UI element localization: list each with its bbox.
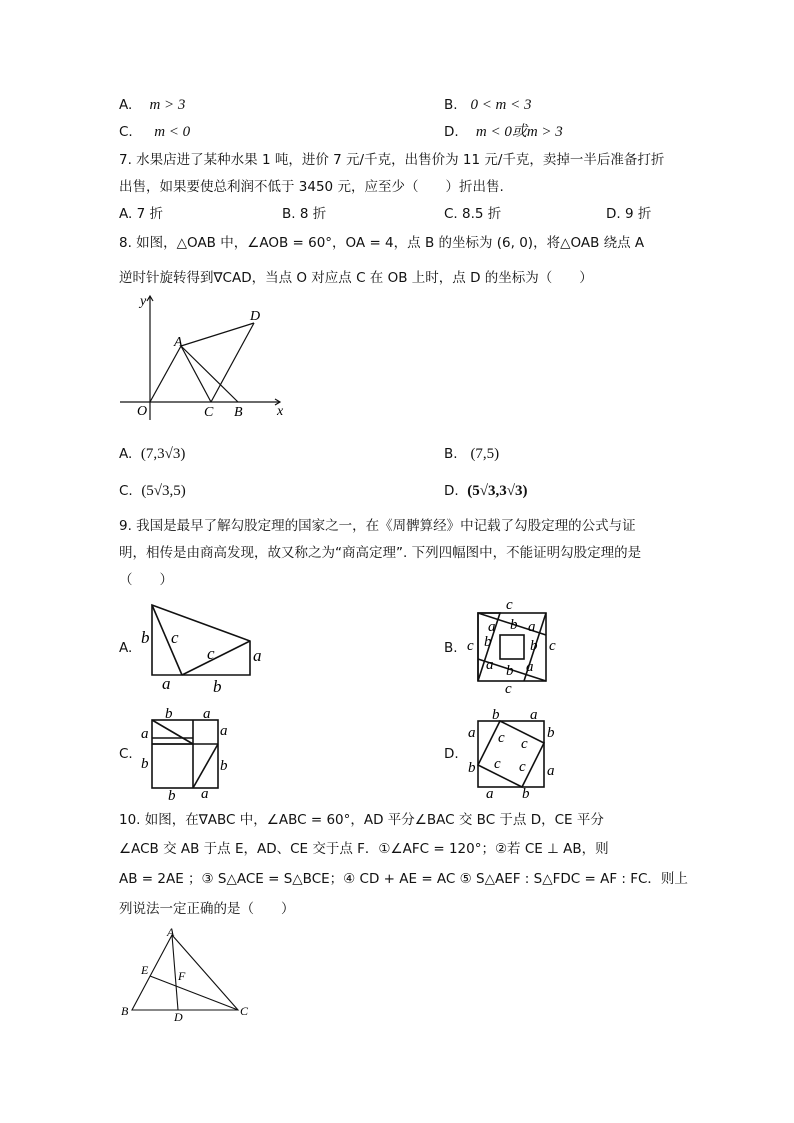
q8-option-a[interactable]: A. (7,3√3) — [119, 446, 186, 462]
q9b-label-c-top: c — [506, 597, 513, 613]
q9d-label-b-left: b — [468, 760, 476, 776]
q9d-label-b-top: b — [492, 707, 500, 723]
q10-stem-line4: 列说法一定正确的是（ ） — [119, 901, 295, 917]
q8-option-b[interactable]: B. (7,5) — [444, 446, 500, 462]
q7-option-b[interactable]: B. 8 折 — [282, 206, 327, 222]
q7-stem-line1: 7. 水果店进了某种水果 1 吨，进价 7 元/千克，出售价为 11 元/千克，卖掉一半后准备打折 — [119, 152, 665, 168]
q9c-label-a-bottom: a — [201, 786, 209, 802]
q9c-label-a-left: a — [141, 726, 149, 742]
q9b-label-c-left: c — [467, 638, 474, 654]
q7-stem-line2: 出售，如果要使总利润不低于 3450 元，应至少（ ）折出售. — [119, 179, 504, 195]
q8-label-a: A — [174, 335, 183, 350]
q8-label-o: O — [137, 404, 148, 419]
q10-stem-line2: ∠ACB 交 AB 于点 E，AD、CE 交于点 F．①∠AFC = 120°；②若 CE ⊥ AB，则 — [119, 841, 609, 857]
q6-option-d[interactable]: D. m < 0或m > 3 — [444, 124, 563, 140]
q9c-label-b-left: b — [141, 756, 149, 772]
q9a-label-c-mid: c — [207, 644, 215, 663]
q9a-label-a-bottom: a — [162, 674, 171, 693]
q9a-label-a-right: a — [253, 646, 262, 665]
q9-option-d-letter[interactable]: D. — [444, 746, 459, 762]
q8-label-b: B — [234, 405, 243, 420]
q8-label-c: C — [204, 405, 214, 420]
q9b-label-b-4: b — [506, 663, 514, 679]
q9-stem-line3: （ ） — [119, 572, 173, 588]
q10-label-e: E — [141, 963, 149, 977]
q6-option-b[interactable]: B. 0 < m < 3 — [444, 97, 532, 113]
q9-stem-line1: 9. 我国是最早了解勾股定理的国家之一，在《周髀算经》中记载了勾股定理的公式与证 — [119, 518, 636, 534]
q9c-label-b-bottom: b — [168, 788, 176, 804]
q9b-label-a-1: a — [488, 619, 496, 635]
q7-option-d[interactable]: D. 9 折 — [606, 206, 652, 222]
q9d-label-a-bottom: a — [486, 786, 494, 802]
q9d-label-a-left: a — [468, 725, 476, 741]
q10-label-f: F — [178, 969, 186, 983]
q9c-label-b-right: b — [220, 758, 228, 774]
q9-stem-line2: 明，相传是由商高发现，故又称之为“商高定理”. 下列四幅图中，不能证明勾股定理的是 — [119, 545, 642, 561]
q9d-label-c-3: c — [494, 756, 501, 772]
q9-option-c-letter[interactable]: C. — [119, 746, 133, 762]
q9a-label-b-left: b — [141, 628, 150, 647]
q9c-label-a-right: a — [220, 723, 228, 739]
q8-option-c[interactable]: C. (5√3,5) — [119, 483, 186, 499]
q9d-label-a-top: a — [530, 707, 538, 723]
q9c-label-b-top: b — [165, 706, 173, 722]
q8-stem-line2: 逆时针旋转得到∇CAD，当点 O 对应点 C 在 OB 上时，点 D 的坐标为（ ） — [119, 270, 593, 286]
q9-option-a-letter[interactable]: A. — [119, 640, 133, 656]
q8-label-x: x — [277, 404, 284, 419]
q8-label-y: y — [140, 294, 147, 309]
q6-option-a[interactable]: A. m > 3 — [119, 97, 186, 113]
q10-stem-line3: AB = 2AE ；③ S△ACE = S△BCE；④ CD + AE = AC ⑤ S△AEF : S△FDC = AF : FC．则上 — [119, 871, 688, 887]
q9b-label-c-right: c — [549, 638, 556, 654]
q9b-label-b-3: b — [530, 638, 538, 654]
q9d-label-b-right: b — [547, 725, 555, 741]
q9b-label-b-2: b — [484, 634, 492, 650]
q10-segment-ce — [150, 976, 238, 1010]
q10-stem-line1: 10. 如图，在∇ABC 中，∠ABC = 60°，AD 平分∠BAC 交 BC 于点 D，CE 平分 — [119, 812, 604, 828]
q9b-label-c-bottom: c — [505, 681, 512, 697]
q7-option-c[interactable]: C. 8.5 折 — [444, 206, 502, 222]
q9d-label-c-1: c — [498, 730, 505, 746]
q9b-label-a-2: a — [528, 619, 536, 635]
q8-option-d[interactable]: D. (5√3,3√3) — [444, 483, 528, 499]
q9d-label-b-bottom: b — [522, 786, 530, 802]
q10-label-d: D — [174, 1010, 183, 1024]
q9b-label-b-1: b — [510, 617, 518, 633]
q10-label-b: B — [121, 1004, 129, 1018]
q9a-label-b-bottom: b — [213, 677, 222, 696]
q9d-label-c-4: c — [519, 759, 526, 775]
q9b-label-a-4: a — [526, 659, 534, 675]
q9b-label-a-3: a — [486, 657, 494, 673]
q9d-label-c-2: c — [521, 736, 528, 752]
q9c-label-a-top: a — [203, 706, 211, 722]
q9d-label-a-right: a — [547, 763, 555, 779]
q7-option-a[interactable]: A. 7 折 — [119, 206, 163, 222]
q8-label-d: D — [250, 309, 261, 324]
q10-label-a: A — [167, 925, 175, 939]
q8-stem-line1: 8. 如图，△OAB 中，∠AOB = 60°，OA = 4，点 B 的坐标为 (6, 0)，将△OAB 绕点 A — [119, 235, 645, 251]
q9-option-b-letter[interactable]: B. — [444, 640, 458, 656]
q10-label-c: C — [240, 1004, 249, 1018]
q6-option-c[interactable]: C. m < 0 — [119, 124, 191, 140]
q9a-label-c-top: c — [171, 628, 179, 647]
